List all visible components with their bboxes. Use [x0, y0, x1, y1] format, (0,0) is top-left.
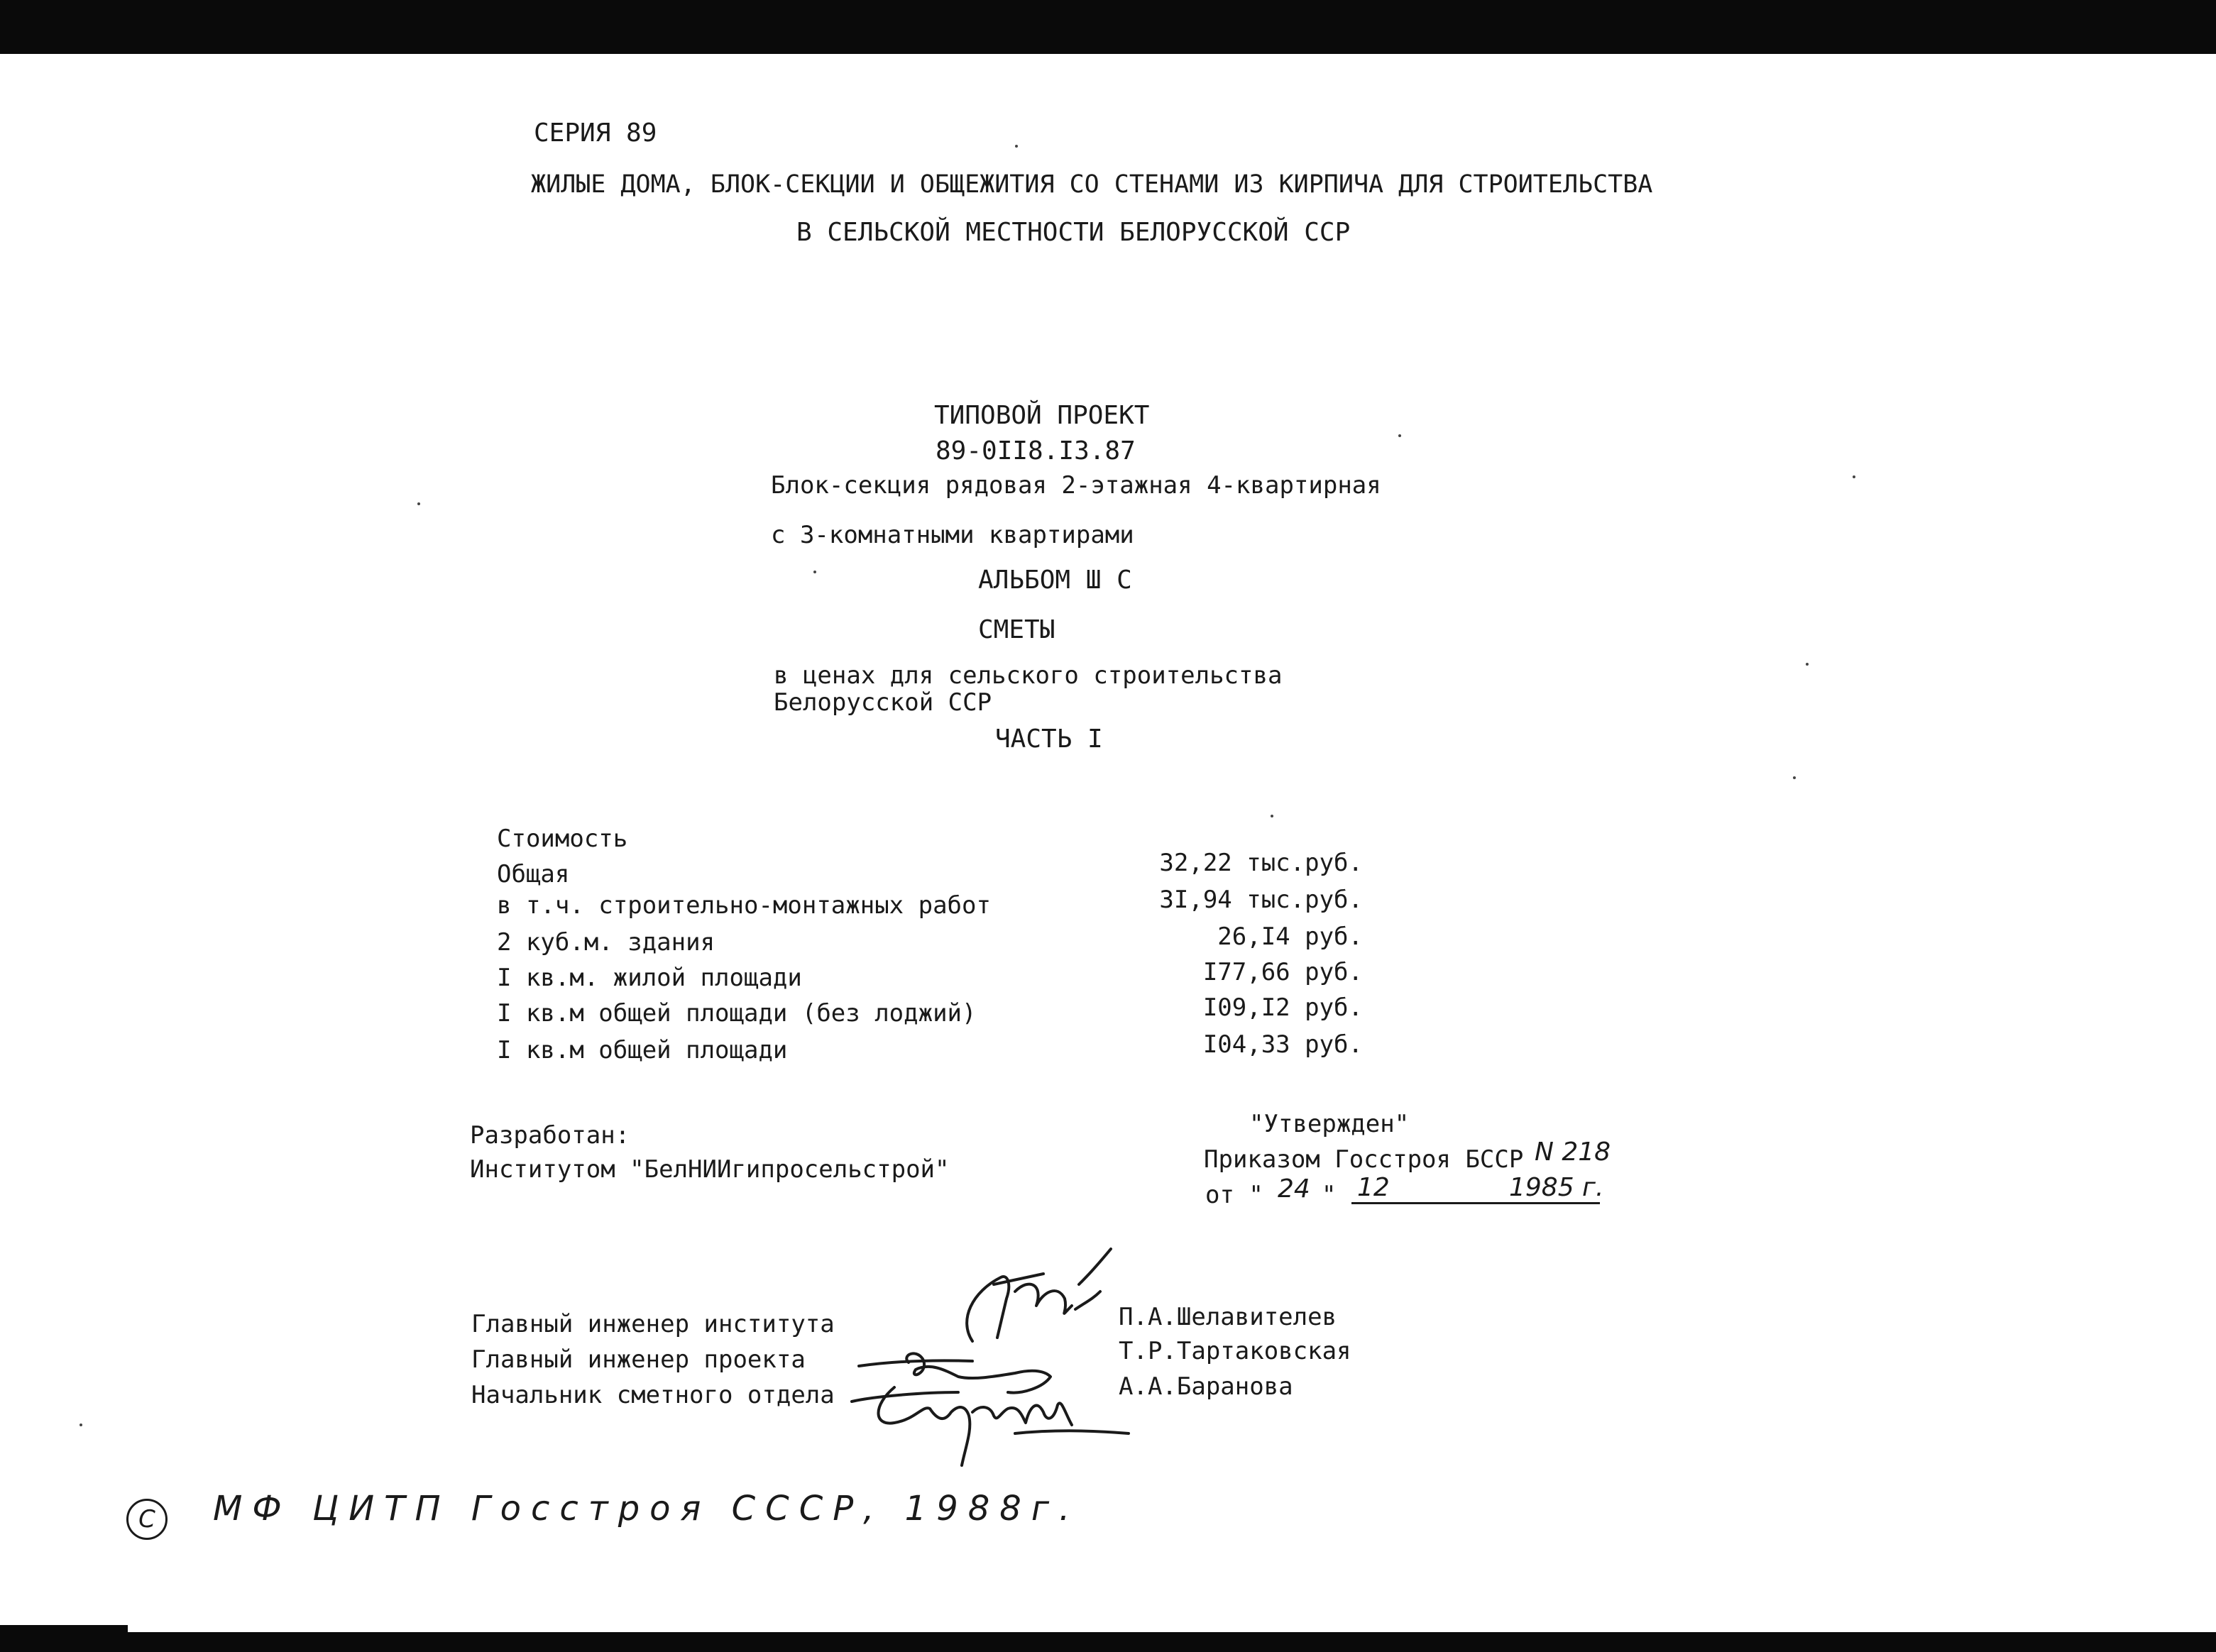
cost-row-label: 2 куб.м. здания	[497, 928, 715, 957]
project-description-1: Блок-секция рядовая 2-этажная 4-квартирная	[771, 471, 1381, 500]
scan-border-bottom	[0, 1632, 2216, 1652]
project-description-2: с 3-комнатными квартирами	[771, 521, 1134, 549]
scan-speck	[417, 502, 420, 505]
copyright-icon	[126, 1499, 168, 1540]
album-label: АЛЬБОМ Ш С	[978, 566, 1132, 595]
cost-row-label: I кв.м общей площади (без лоджий)	[497, 999, 977, 1028]
series-label: СЕРИЯ 89	[534, 119, 657, 148]
cost-row-label: Общая	[497, 860, 570, 888]
approval-month: 12	[1357, 1173, 1390, 1202]
approval-date-mid: "	[1322, 1181, 1337, 1209]
title-line-2: В СЕЛЬСКОЙ МЕСТНОСТИ БЕЛОРУССКОЙ ССР	[796, 218, 1351, 247]
approval-date-prefix: от "	[1205, 1181, 1263, 1209]
prices-line-2: Белорусской ССР	[774, 688, 992, 717]
scan-speck	[1015, 145, 1018, 148]
scan-border-top	[0, 0, 2216, 54]
cost-row-label: в т.ч. строительно-монтажных работ	[497, 891, 991, 920]
scan-speck	[1398, 434, 1401, 437]
scan-border-corner	[0, 1625, 128, 1652]
cost-row-value: 3I,94 тыс.руб.	[1159, 886, 1363, 914]
scan-speck	[1853, 475, 1855, 478]
handwritten-signatures	[830, 1235, 1150, 1469]
approval-order: Приказом Госстроя БССР	[1204, 1145, 1524, 1174]
cost-heading: Стоимость	[497, 825, 628, 853]
scan-speck	[1806, 663, 1809, 666]
part-label: ЧАСТЬ I	[995, 725, 1103, 754]
cost-row-value: 32,22 тыс.руб.	[1159, 849, 1363, 877]
project-type: ТИПОВОЙ ПРОЕКТ	[934, 401, 1150, 430]
scan-speck	[813, 571, 816, 573]
copyright-symbol: С	[138, 1505, 155, 1533]
approval-day: 24	[1278, 1174, 1310, 1204]
title-line-1: ЖИЛЫЕ ДОМА, БЛОК-СЕКЦИИ И ОБЩЕЖИТИЯ СО СТЕНАМИ ИЗ КИРПИЧА ДЛЯ СТРОИТЕЛЬСТВА	[531, 170, 1653, 199]
signatory-name: Т.Р.Тартаковская	[1119, 1337, 1351, 1365]
cost-row-label: I кв.м. жилой площади	[497, 964, 802, 992]
signatory-role: Главный инженер проекта	[471, 1345, 806, 1374]
section-label: СМЕТЫ	[978, 615, 1055, 644]
prices-line-1: в ценах для сельского строительства	[774, 661, 1283, 690]
approval-year: 1985 г.	[1509, 1173, 1604, 1202]
developer-label: Разработан:	[470, 1121, 630, 1150]
signatory-role: Главный инженер института	[471, 1310, 835, 1338]
scan-speck	[1793, 776, 1796, 779]
signatory-name: А.А.Баранова	[1119, 1372, 1293, 1401]
approval-order-number: N 218	[1535, 1138, 1611, 1167]
scan-speck	[79, 1424, 82, 1426]
cost-row-value: I09,I2 руб.	[1202, 993, 1363, 1022]
scan-speck	[1271, 815, 1273, 817]
developer-name: Институтом "БелНИИгипросельстрой"	[470, 1155, 950, 1184]
approval-label: "Утвержден"	[1249, 1110, 1410, 1138]
cost-row-label: I кв.м общей площади	[497, 1036, 788, 1064]
signatory-role: Начальник сметного отдела	[471, 1381, 835, 1409]
signatory-name: П.А.Шелавителев	[1119, 1303, 1337, 1331]
cost-row-value: I77,66 руб.	[1202, 958, 1363, 986]
cost-row-value: 26,I4 руб.	[1217, 923, 1363, 951]
project-number: 89-0II8.I3.87	[936, 436, 1136, 466]
publisher-stamp: МФ ЦИТП Госстроя СССР, 1988г.	[213, 1489, 1080, 1529]
cost-row-value: I04,33 руб.	[1202, 1030, 1363, 1059]
